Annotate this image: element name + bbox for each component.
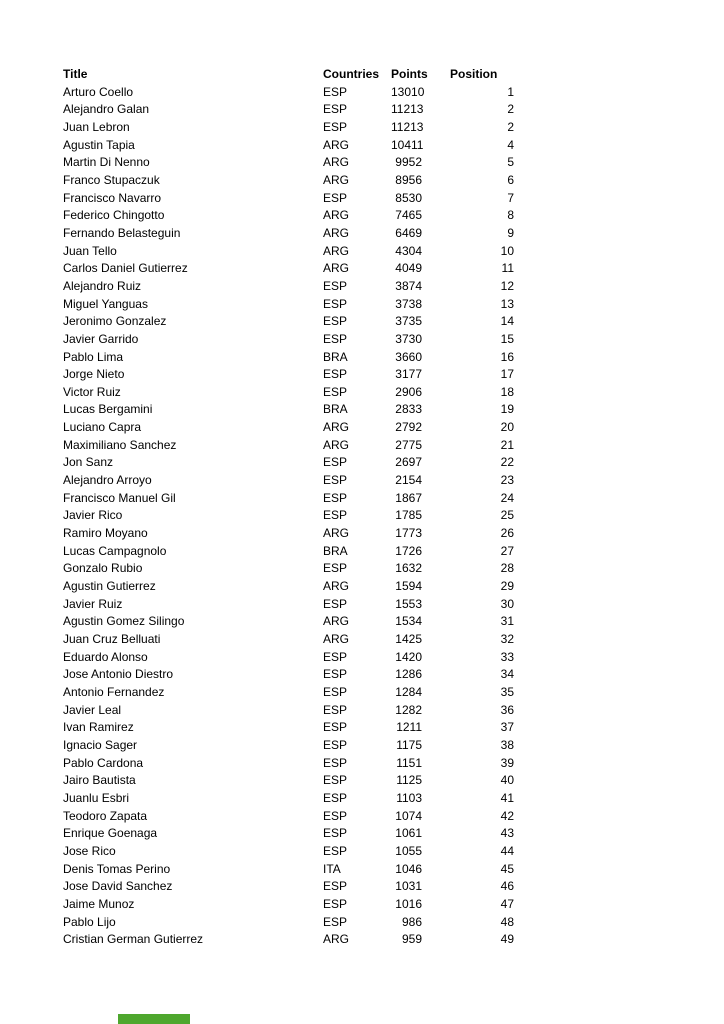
points-cell: 1284 bbox=[395, 684, 422, 699]
player-name-cell: Jose David Sanchez bbox=[63, 879, 173, 894]
player-name-cell: Jose Antonio Diestro bbox=[63, 667, 174, 682]
position-cell: 40 bbox=[500, 773, 514, 788]
position-cell: 47 bbox=[500, 896, 514, 911]
player-name-cell: Cristian German Gutierrez bbox=[63, 932, 204, 947]
country-cell: ESP bbox=[323, 896, 348, 911]
table-row bbox=[63, 154, 521, 172]
points-cell: 10411 bbox=[391, 137, 424, 152]
table-row bbox=[63, 313, 521, 331]
position-cell: 29 bbox=[500, 579, 514, 594]
table-row bbox=[63, 349, 521, 367]
player-name-cell: Juan Tello bbox=[63, 243, 117, 258]
table-row bbox=[63, 808, 521, 826]
player-name-cell: Francisco Manuel Gil bbox=[63, 490, 176, 505]
points-cell: 3730 bbox=[395, 331, 422, 346]
position-cell: 15 bbox=[500, 331, 514, 346]
column-header-title: Title bbox=[63, 67, 88, 81]
table-row bbox=[63, 454, 521, 472]
country-cell: ESP bbox=[323, 826, 348, 841]
table-row bbox=[63, 578, 521, 596]
player-name-cell: Luciano Capra bbox=[63, 420, 142, 435]
points-cell: 1282 bbox=[395, 702, 422, 717]
table-row bbox=[63, 296, 521, 314]
position-cell: 31 bbox=[500, 614, 514, 629]
table-row bbox=[63, 755, 521, 773]
position-cell: 7 bbox=[507, 190, 514, 205]
country-cell: ARG bbox=[323, 208, 350, 223]
points-cell: 11213 bbox=[391, 119, 424, 134]
position-cell: 42 bbox=[500, 808, 514, 823]
position-cell: 21 bbox=[500, 437, 514, 452]
points-cell: 1553 bbox=[395, 596, 422, 611]
country-cell: ESP bbox=[323, 737, 348, 752]
position-cell: 46 bbox=[500, 879, 514, 894]
position-cell: 36 bbox=[500, 702, 514, 717]
player-name-cell: Gonzalo Rubio bbox=[63, 561, 143, 576]
points-cell: 1420 bbox=[395, 649, 422, 664]
table-row bbox=[63, 772, 521, 790]
position-cell: 8 bbox=[507, 208, 514, 223]
points-cell: 2833 bbox=[395, 402, 422, 417]
table-row bbox=[63, 931, 521, 949]
position-cell: 30 bbox=[500, 596, 514, 611]
country-cell: ARG bbox=[323, 420, 350, 435]
table-row bbox=[63, 472, 521, 490]
points-cell: 2775 bbox=[395, 437, 422, 452]
player-name-cell: Miguel Yanguas bbox=[63, 296, 148, 311]
player-name-cell: Javier Ruiz bbox=[63, 596, 123, 611]
ranking-table bbox=[63, 66, 521, 949]
player-name-cell: Juanlu Esbri bbox=[63, 790, 130, 805]
position-cell: 2 bbox=[507, 119, 514, 134]
points-cell: 3660 bbox=[395, 349, 422, 364]
country-cell: ESP bbox=[323, 702, 348, 717]
country-cell: ARG bbox=[323, 579, 350, 594]
player-name-cell: Denis Tomas Perino bbox=[63, 861, 171, 876]
player-name-cell: Jon Sanz bbox=[63, 455, 114, 470]
player-name-cell: Arturo Coello bbox=[63, 84, 134, 99]
position-cell: 20 bbox=[500, 420, 514, 435]
country-cell: ARG bbox=[323, 261, 350, 276]
player-name-cell: Lucas Campagnolo bbox=[63, 543, 167, 558]
player-name-cell: Pablo Cardona bbox=[63, 755, 144, 770]
table-row bbox=[63, 560, 521, 578]
player-name-cell: Alejandro Ruiz bbox=[63, 278, 142, 293]
table-row bbox=[63, 914, 521, 932]
table-row bbox=[63, 207, 521, 225]
country-cell: ESP bbox=[323, 296, 348, 311]
table-row bbox=[63, 190, 521, 208]
position-cell: 37 bbox=[500, 720, 514, 735]
points-cell: 1031 bbox=[395, 879, 422, 894]
table-row bbox=[63, 507, 521, 525]
position-cell: 18 bbox=[500, 384, 514, 399]
position-cell: 39 bbox=[500, 755, 514, 770]
position-cell: 1 bbox=[507, 84, 514, 99]
player-name-cell: Martin Di Nenno bbox=[63, 155, 150, 170]
position-cell: 14 bbox=[500, 314, 514, 329]
points-cell: 9952 bbox=[395, 155, 422, 170]
points-cell: 1211 bbox=[396, 720, 422, 735]
position-cell: 9 bbox=[507, 225, 514, 240]
country-cell: ESP bbox=[323, 649, 348, 664]
country-cell: ESP bbox=[323, 367, 348, 382]
table-row bbox=[63, 613, 521, 631]
table-row bbox=[63, 702, 521, 720]
table-row bbox=[63, 631, 521, 649]
country-cell: ARG bbox=[323, 172, 350, 187]
country-cell: ESP bbox=[323, 119, 348, 134]
table-row bbox=[63, 684, 521, 702]
country-cell: ESP bbox=[323, 331, 348, 346]
country-cell: ESP bbox=[323, 773, 348, 788]
position-cell: 5 bbox=[507, 155, 514, 170]
position-cell: 43 bbox=[500, 826, 514, 841]
player-name-cell: Antonio Fernandez bbox=[63, 684, 165, 699]
points-cell: 1103 bbox=[396, 790, 422, 805]
table-row bbox=[63, 861, 521, 879]
points-cell: 2792 bbox=[395, 420, 422, 435]
points-cell: 13010 bbox=[391, 84, 425, 99]
points-cell: 1632 bbox=[395, 561, 422, 576]
table-row bbox=[63, 137, 521, 155]
position-cell: 23 bbox=[500, 473, 514, 488]
player-name-cell: Alejandro Galan bbox=[63, 102, 150, 117]
country-cell: ITA bbox=[323, 861, 341, 876]
points-cell: 3735 bbox=[395, 314, 422, 329]
country-cell: ESP bbox=[323, 808, 348, 823]
points-cell: 959 bbox=[401, 932, 422, 947]
points-cell: 2154 bbox=[395, 473, 422, 488]
points-cell: 1151 bbox=[396, 755, 422, 770]
country-cell: ESP bbox=[323, 843, 348, 858]
table-row bbox=[63, 225, 521, 243]
points-cell: 1425 bbox=[395, 632, 422, 646]
points-cell: 6469 bbox=[395, 225, 422, 240]
position-cell: 11 bbox=[501, 261, 514, 276]
player-name-cell: Maximiliano Sanchez bbox=[63, 437, 177, 452]
player-name-cell: Carlos Daniel Gutierrez bbox=[63, 261, 188, 276]
bottom-green-bar bbox=[118, 1014, 190, 1024]
points-cell: 7465 bbox=[395, 208, 422, 223]
position-cell: 33 bbox=[500, 649, 514, 664]
position-cell: 27 bbox=[500, 543, 514, 558]
points-cell: 3874 bbox=[395, 278, 422, 293]
points-cell: 1061 bbox=[395, 826, 422, 841]
position-cell: 10 bbox=[500, 243, 514, 258]
table-row bbox=[63, 737, 521, 755]
player-name-cell: Ivan Ramirez bbox=[63, 720, 134, 735]
player-name-cell: Jeronimo Gonzalez bbox=[63, 314, 167, 329]
country-cell: ESP bbox=[323, 790, 348, 805]
table-row bbox=[63, 384, 521, 402]
position-cell: 49 bbox=[500, 932, 514, 947]
country-cell: ESP bbox=[323, 720, 348, 735]
player-name-cell: Juan Lebron bbox=[63, 119, 130, 134]
points-cell: 986 bbox=[401, 914, 422, 929]
player-name-cell: Jaime Munoz bbox=[63, 896, 135, 911]
points-cell: 1773 bbox=[395, 526, 422, 541]
points-cell: 3177 bbox=[395, 367, 422, 382]
position-cell: 24 bbox=[500, 490, 514, 505]
player-name-cell: Agustin Tapia bbox=[63, 137, 135, 152]
points-cell: 4049 bbox=[395, 261, 422, 276]
player-name-cell: Javier Garrido bbox=[63, 331, 139, 346]
player-name-cell: Francisco Navarro bbox=[63, 190, 162, 205]
position-cell: 19 bbox=[500, 402, 514, 417]
country-cell: ESP bbox=[323, 684, 348, 699]
player-name-cell: Pablo Lijo bbox=[63, 914, 116, 929]
country-cell: ARG bbox=[323, 632, 350, 646]
table-row bbox=[63, 101, 521, 119]
points-cell: 1125 bbox=[396, 773, 422, 788]
country-cell: ESP bbox=[323, 508, 348, 523]
country-cell: ESP bbox=[323, 561, 348, 576]
position-cell: 28 bbox=[500, 561, 514, 576]
country-cell: ESP bbox=[323, 384, 348, 399]
points-cell: 1534 bbox=[395, 614, 422, 629]
points-cell: 1016 bbox=[395, 896, 422, 911]
points-cell: 3738 bbox=[395, 296, 422, 311]
table-row bbox=[63, 278, 521, 296]
country-cell: BRA bbox=[323, 349, 348, 364]
table-row bbox=[63, 666, 521, 684]
country-cell: ESP bbox=[323, 455, 348, 470]
player-name-cell: Eduardo Alonso bbox=[63, 649, 148, 664]
position-cell: 13 bbox=[500, 296, 514, 311]
player-name-cell: Franco Stupaczuk bbox=[63, 172, 160, 187]
position-cell: 45 bbox=[500, 861, 514, 876]
player-name-cell: Javier Leal bbox=[63, 702, 122, 717]
player-name-cell: Agustin Gomez Silingo bbox=[63, 614, 185, 629]
points-cell: 1055 bbox=[395, 843, 422, 858]
player-name-cell: Lucas Bergamini bbox=[63, 402, 153, 417]
player-name-cell: Fernando Belasteguin bbox=[63, 225, 181, 240]
position-cell: 25 bbox=[500, 508, 514, 523]
position-cell: 6 bbox=[507, 172, 514, 187]
table-row bbox=[63, 596, 521, 614]
table-row bbox=[63, 543, 521, 561]
country-cell: ESP bbox=[323, 755, 348, 770]
country-cell: BRA bbox=[323, 543, 348, 558]
country-cell: ESP bbox=[323, 879, 348, 894]
player-name-cell: Ramiro Moyano bbox=[63, 526, 148, 541]
ranking-table-body bbox=[63, 84, 521, 949]
player-name-cell: Enrique Goenaga bbox=[63, 826, 158, 841]
player-name-cell: Victor Ruiz bbox=[63, 384, 121, 399]
table-row bbox=[63, 419, 521, 437]
player-name-cell: Pablo Lima bbox=[63, 349, 124, 364]
position-cell: 34 bbox=[500, 667, 514, 682]
player-name-cell: Jose Rico bbox=[63, 843, 116, 858]
position-cell: 4 bbox=[507, 137, 514, 152]
table-row bbox=[63, 490, 521, 508]
table-row bbox=[63, 719, 521, 737]
table-row bbox=[63, 649, 521, 667]
points-cell: 8530 bbox=[395, 190, 422, 205]
country-cell: ESP bbox=[323, 278, 348, 293]
table-row bbox=[63, 331, 521, 349]
player-name-cell: Jorge Nieto bbox=[63, 367, 125, 382]
points-cell: 11213 bbox=[391, 102, 424, 117]
position-cell: 38 bbox=[500, 737, 514, 752]
player-name-cell: Alejandro Arroyo bbox=[63, 473, 152, 488]
points-cell: 1726 bbox=[395, 543, 422, 558]
player-name-cell: Federico Chingotto bbox=[63, 208, 165, 223]
country-cell: ESP bbox=[323, 84, 348, 99]
table-header-row bbox=[63, 66, 521, 84]
position-cell: 12 bbox=[500, 278, 514, 293]
player-name-cell: Ignacio Sager bbox=[63, 737, 138, 752]
country-cell: ARG bbox=[323, 614, 350, 629]
column-header-countries: Countries bbox=[323, 67, 380, 81]
player-name-cell: Agustin Gutierrez bbox=[63, 579, 156, 594]
player-name-cell: Javier Rico bbox=[63, 508, 123, 523]
table-row bbox=[63, 878, 521, 896]
player-name-cell: Teodoro Zapata bbox=[63, 808, 148, 823]
country-cell: ARG bbox=[323, 437, 350, 452]
points-cell: 1286 bbox=[395, 667, 422, 682]
country-cell: ESP bbox=[323, 667, 348, 682]
position-cell: 44 bbox=[500, 843, 514, 858]
position-cell: 22 bbox=[500, 455, 514, 470]
position-cell: 2 bbox=[507, 102, 514, 117]
table-row bbox=[63, 366, 521, 384]
points-cell: 1175 bbox=[396, 737, 422, 752]
table-row bbox=[63, 790, 521, 808]
table-row bbox=[63, 84, 521, 102]
table-row bbox=[63, 843, 521, 861]
country-cell: ESP bbox=[323, 314, 348, 329]
country-cell: ARG bbox=[323, 225, 350, 240]
table-row bbox=[63, 119, 521, 137]
table-row bbox=[63, 437, 521, 455]
table-row bbox=[63, 243, 521, 261]
position-cell: 35 bbox=[500, 684, 514, 699]
column-header-points: Points bbox=[391, 67, 428, 81]
country-cell: ESP bbox=[323, 914, 348, 929]
country-cell: ESP bbox=[323, 596, 348, 611]
points-cell: 1785 bbox=[395, 508, 422, 523]
position-cell: 48 bbox=[500, 914, 514, 929]
table-row bbox=[63, 525, 521, 543]
country-cell: ESP bbox=[323, 473, 348, 488]
player-name-cell: Juan Cruz Belluati bbox=[63, 632, 161, 646]
points-cell: 1074 bbox=[395, 808, 422, 823]
player-name-cell: Jairo Bautista bbox=[63, 773, 136, 788]
country-cell: ARG bbox=[323, 932, 350, 947]
points-cell: 8956 bbox=[395, 172, 422, 187]
table-row bbox=[63, 825, 521, 843]
table-row bbox=[63, 260, 521, 278]
country-cell: ESP bbox=[323, 102, 348, 117]
points-cell: 2697 bbox=[395, 455, 422, 470]
country-cell: ESP bbox=[323, 490, 348, 505]
table-row bbox=[63, 401, 521, 419]
table-row bbox=[63, 172, 521, 190]
position-cell: 41 bbox=[500, 790, 514, 805]
country-cell: BRA bbox=[323, 402, 348, 417]
points-cell: 2906 bbox=[395, 384, 422, 399]
country-cell: ARG bbox=[323, 526, 350, 541]
position-cell: 26 bbox=[500, 526, 514, 541]
points-cell: 1046 bbox=[395, 861, 422, 876]
position-cell: 32 bbox=[500, 632, 514, 646]
column-header-position: Position bbox=[450, 67, 498, 81]
points-cell: 1867 bbox=[395, 490, 422, 505]
points-cell: 4304 bbox=[395, 243, 422, 258]
table-row bbox=[63, 896, 521, 914]
country-cell: ARG bbox=[323, 155, 350, 170]
position-cell: 16 bbox=[500, 349, 514, 364]
position-cell: 17 bbox=[500, 367, 514, 382]
country-cell: ARG bbox=[323, 137, 350, 152]
points-cell: 1594 bbox=[395, 579, 422, 594]
country-cell: ARG bbox=[323, 243, 350, 258]
country-cell: ESP bbox=[323, 190, 348, 205]
